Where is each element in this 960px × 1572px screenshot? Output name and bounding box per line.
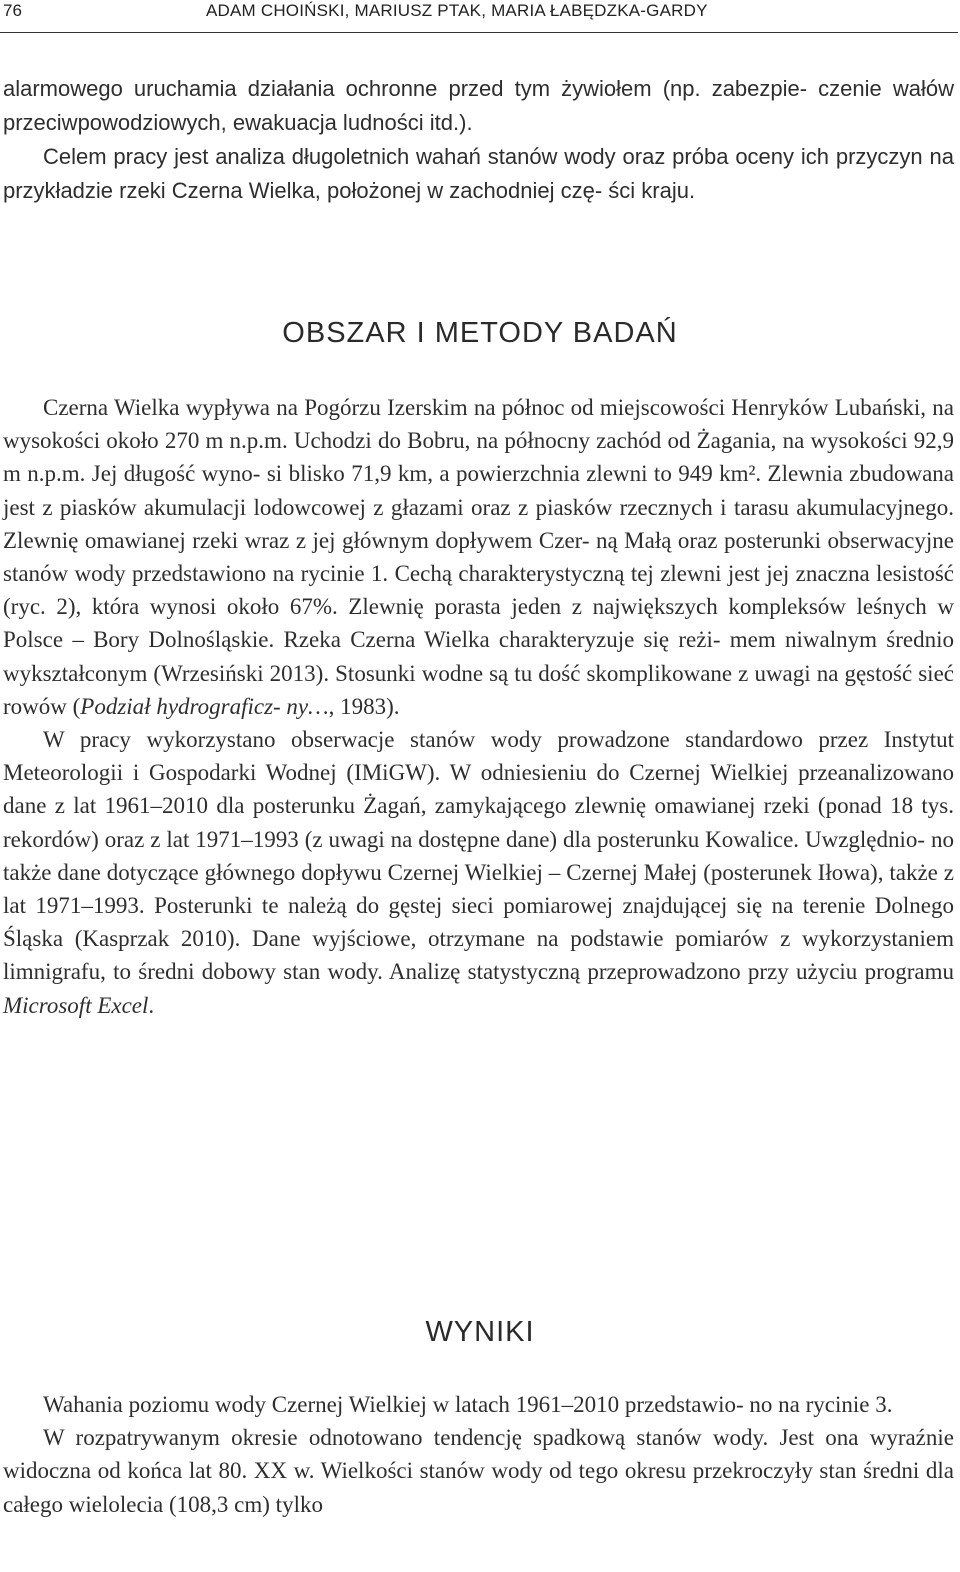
methods-text bbox=[3, 391, 954, 1022]
software-name-italic: Microsoft Excel bbox=[3, 992, 149, 1018]
results-text bbox=[3, 1388, 954, 1521]
section-heading-results: WYNIKI bbox=[425, 1316, 535, 1348]
intro-text bbox=[3, 72, 954, 208]
intro-paragraph-1: alarmowego uruchamia działania ochronne przed tym żywiołem (np. zabezpie- czenie wałów przeciwpowodziowych, ewakuacja ludności itd.). bbox=[3, 76, 954, 135]
running-header bbox=[0, 0, 960, 26]
header-rule bbox=[0, 32, 958, 33]
methods-paragraph-1-end: , 1983). bbox=[328, 693, 400, 719]
citation-title-italic: Podział hydrograficz- ny… bbox=[80, 693, 329, 719]
methods-paragraph-2 bbox=[3, 723, 954, 1022]
results-paragraph-2: W rozpatrywanym okresie odnotowano tendencję spadkową stanów wody. Jest ona wyraźnie widoczna od końca lat 80. XX w. Wielkości stanów wody od tego okresu przekroczyły stan średni dla całego wielolecia (108,3 cm) tylko bbox=[3, 1425, 954, 1517]
methods-paragraph-1 bbox=[3, 391, 954, 723]
methods-paragraph-2-text: W pracy wykorzystano obserwacje stanów wody prowadzone standardowo przez Instytut Meteorologii i Gospodarki Wodnej (IMiGW). W odniesieniu do Czernej Wielkiej przeanalizowano dane z lat 1961–2010 dla posterunku Żagań, zamykającego zlewnię omawianej rzeki (ponad 18 tys. rekordów) oraz z lat 1971–1993 (z uwagi na dostępne dane) dla posterunku Kowalice. Uwzględnio- no także dane dotyczące głównego dopływu Czernej Wielkiej – Czernej Małej (posterunek Iłowa), także z lat 1971–1993. Posterunki te należą do gęstej sieci pomiarowej znajdującej się na terenie Dolnego Śląska (Kasprzak 2010). Dane wyjściowe, otrzymane na podstawie pomiarów z wykorzystaniem limnigrafu, to średni dobowy stan wody. Analizę statystyczną przeprowadzono przy użyciu programu bbox=[3, 727, 954, 985]
results-paragraph-1: Wahania poziomu wody Czernej Wielkiej w latach 1961–2010 przedstawio- no na rycinie 3. bbox=[43, 1392, 893, 1417]
methods-paragraph-1-text: Czerna Wielka wypływa na Pogórzu Izerskim na północ od miejscowości Henryków Lubański, na wysokości około 270 m n.p.m. Uchodzi do Bobru, na północny zachód od Żagania, na wysokości 92,9 m n.p.m. Jej długość wyno- si blisko 71,9 km, a powierzchnia zlewni to 949 km². Zlewnia zbudowana jest z piasków akumulacji lodowcowej z głazami oraz z piasków rzecznych i tarasu akumulacyjnego. Zlewnię omawianej rzeki wraz z jej głównym dopływem Czer- ną Małą oraz posterunki obserwacyjne stanów wody przedstawiono na rycinie 1. Cechą charakterystyczną tej zlewni jest jej znaczna lesistość (ryc. 2), która wynosi około 67%. Zlewnię porasta jeden z największych kompleksów leśnych w Polsce – Bory Dolnośląskie. Rzeka Czerna Wielka charakteryzuje się reżi- mem niwalnym średnio wykształconym (Wrzesiński 2013). Stosunki wodne są tu dość skomplikowane z uwagi na gęstość sieć rowów ( bbox=[3, 395, 954, 719]
section-heading-methods: OBSZAR I METODY BADAŃ bbox=[282, 317, 678, 349]
methods-paragraph-2-end: . bbox=[148, 992, 155, 1018]
running-header-authors: ADAM CHOIŃSKI, MARIUSZ PTAK, MARIA ŁABĘDZKA-GARDY bbox=[206, 1, 708, 20]
page-number: 76 bbox=[3, 1, 22, 20]
intro-paragraph-2: Celem pracy jest analiza długoletnich wahań stanów wody oraz próba oceny ich przyczyn na przykładzie rzeki Czerna Wielka, położonej w zachodniej czę- ści kraju. bbox=[3, 144, 954, 203]
